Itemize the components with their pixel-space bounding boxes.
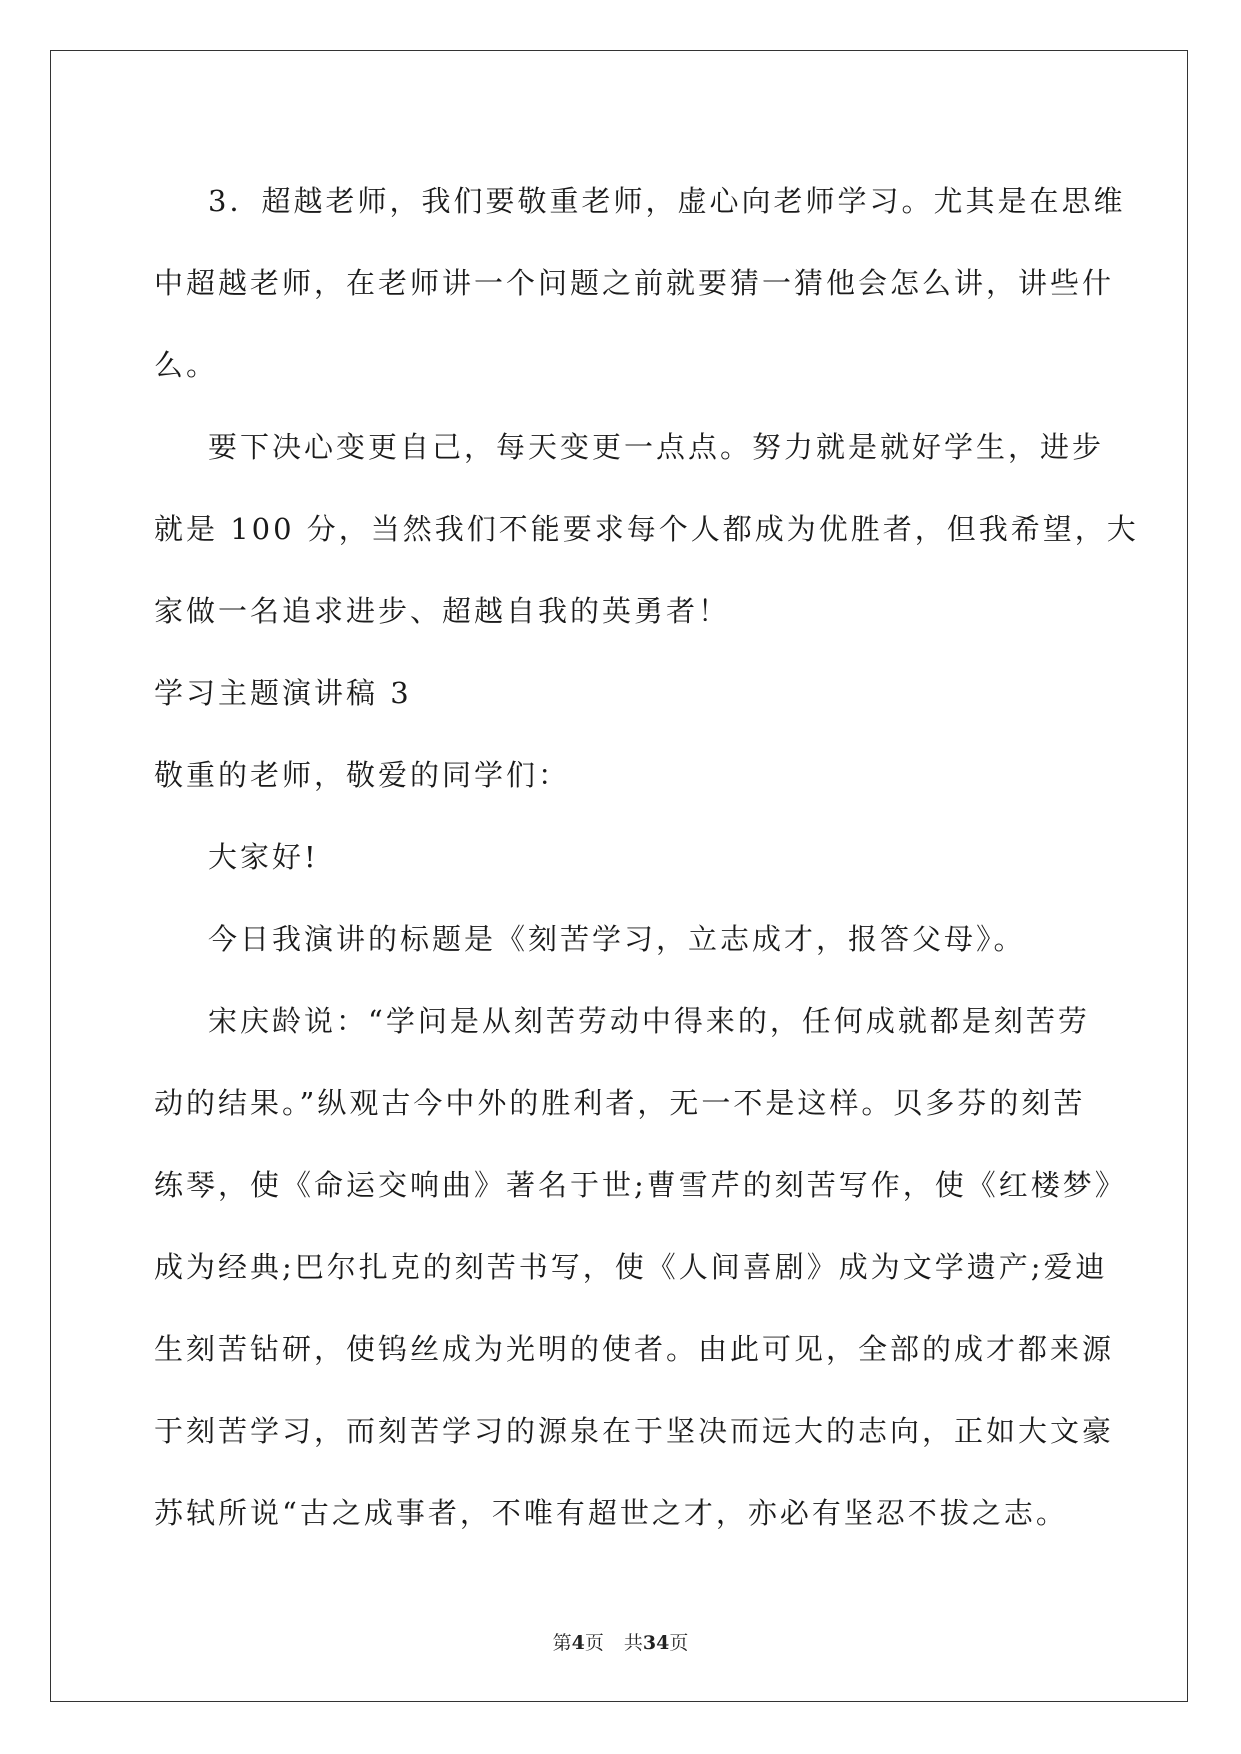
paragraph-1 bbox=[154, 160, 1126, 406]
paragraph-4 bbox=[154, 980, 1127, 1554]
paragraph-3 bbox=[154, 898, 1114, 980]
greeting bbox=[154, 816, 1114, 898]
text-line: 么。 bbox=[154, 348, 219, 382]
text-line: 就是 100 分，当然我们不能要求每个人都成为优胜者，但我希望，大 bbox=[154, 512, 1139, 546]
total-suffix: 页 bbox=[669, 1632, 689, 1654]
total-prefix: 共 bbox=[623, 1632, 643, 1654]
text-line: 宋庆龄说：“学问是从刻苦劳动中得来的，任何成就都是刻苦劳 bbox=[208, 1004, 1090, 1038]
text-line: 3．超越老师，我们要敬重老师，虚心向老师学习。尤其是在思维 bbox=[208, 184, 1126, 218]
total-pages: 34 bbox=[642, 1632, 670, 1654]
text-line: 动的结果。”纵观古今中外的胜利者，无一不是这样。贝多芬的刻苦 bbox=[154, 1086, 1086, 1120]
page-number: 4 bbox=[571, 1632, 585, 1654]
text-line: 生刻苦钻研，使钨丝成为光明的使者。由此可见，全部的成才都来源 bbox=[154, 1332, 1115, 1366]
text-line: 练琴，使《命运交响曲》著名于世;曹雪芹的刻苦写作，使《红楼梦》 bbox=[154, 1168, 1127, 1202]
page-suffix: 页 bbox=[584, 1632, 604, 1654]
text-line: 苏轼所说“古之成事者，不唯有超世之才，亦必有坚忍不拔之志。 bbox=[154, 1496, 1068, 1530]
page-footer bbox=[0, 1628, 1241, 1655]
salutation bbox=[154, 734, 1114, 816]
salutation-text: 敬重的老师，敬爱的同学们： bbox=[154, 758, 571, 792]
paragraph-2 bbox=[154, 406, 1139, 652]
heading-text: 学习主题演讲稿 3 bbox=[154, 676, 412, 710]
text-line: 今日我演讲的标题是《刻苦学习，立志成才，报答父母》。 bbox=[208, 922, 1026, 956]
greeting-text: 大家好! bbox=[208, 840, 319, 874]
page-prefix: 第 bbox=[552, 1632, 572, 1654]
text-line: 中超越老师，在老师讲一个问题之前就要猜一猜他会怎么讲，讲些什 bbox=[154, 266, 1115, 300]
document-body bbox=[154, 160, 1139, 1554]
text-line: 于刻苦学习，而刻苦学习的源泉在于坚决而远大的志向，正如大文豪 bbox=[154, 1414, 1115, 1448]
section-heading bbox=[154, 652, 1114, 734]
text-line: 成为经典;巴尔扎克的刻苦书写，使《人间喜剧》成为文学遗产;爱迪 bbox=[154, 1250, 1108, 1284]
text-line: 要下决心变更自己，每天变更一点点。努力就是就好学生，进步 bbox=[208, 430, 1105, 464]
text-line: 家做一名追求进步、超越自我的英勇者！ bbox=[154, 594, 731, 628]
